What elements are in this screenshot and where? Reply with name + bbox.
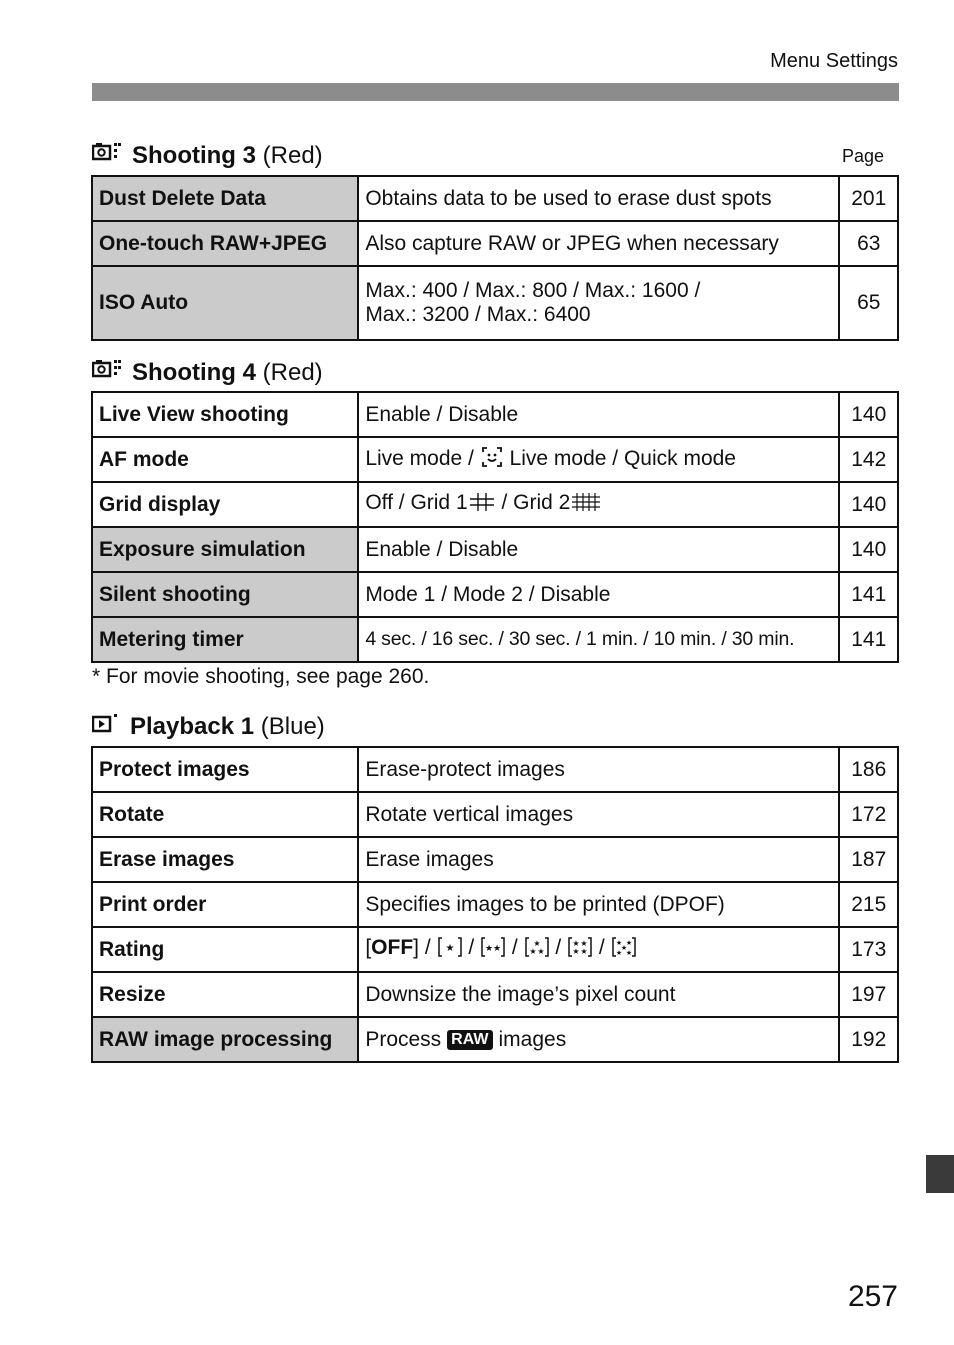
menu-item-page: 173 xyxy=(839,927,898,972)
rating-off: OFF xyxy=(371,936,414,959)
desc-part: Off / Grid 1 xyxy=(365,491,468,514)
section-title-playback-1 xyxy=(92,711,325,742)
menu-item-name: Print order xyxy=(92,882,358,927)
thumb-index-tab xyxy=(926,1155,954,1193)
table-row xyxy=(92,221,898,266)
menu-item-desc: Downsize the image’s pixel count xyxy=(358,972,839,1017)
menu-item-page: 142 xyxy=(839,437,898,482)
separator: / xyxy=(419,936,437,959)
table-row xyxy=(92,927,898,972)
menu-item-page: 192 xyxy=(839,1017,898,1062)
menu-item-name: Metering timer xyxy=(92,617,358,662)
menu-item-desc xyxy=(358,266,839,340)
grid-2-icon xyxy=(571,492,601,518)
menu-item-page: 187 xyxy=(839,837,898,882)
menu-item-desc: Erase images xyxy=(358,837,839,882)
table-row xyxy=(92,837,898,882)
rating-4-star-icon xyxy=(568,937,592,963)
table-row xyxy=(92,266,898,340)
menu-item-desc: Mode 1 / Mode 2 / Disable xyxy=(358,572,839,617)
menu-item-page: 186 xyxy=(839,747,898,792)
section-name: Shooting 3 xyxy=(132,141,256,169)
camera-tab-icon xyxy=(92,357,122,388)
playback-tab-icon xyxy=(92,711,120,742)
section-color: (Red) xyxy=(262,358,323,386)
menu-item-page: 215 xyxy=(839,882,898,927)
section-name: Shooting 4 xyxy=(132,358,256,386)
menu-item-page: 201 xyxy=(839,176,898,221)
bracket: ] xyxy=(413,936,419,959)
svg-text:★: ★ xyxy=(580,939,588,948)
svg-text:★: ★ xyxy=(484,943,494,953)
bracket: [ xyxy=(365,936,372,959)
menu-item-desc: Rotate vertical images xyxy=(358,792,839,837)
table-row xyxy=(92,527,898,572)
section-title-shooting-4 xyxy=(92,357,323,388)
header-bar xyxy=(92,83,899,101)
camera-tab-icon xyxy=(92,140,122,171)
table-row xyxy=(92,392,898,437)
rating-3-star-icon xyxy=(525,937,549,963)
menu-item-page: 172 xyxy=(839,792,898,837)
menu-item-name: Rotate xyxy=(92,792,358,837)
menu-item-desc xyxy=(358,437,839,482)
desc-part: images xyxy=(498,1027,567,1051)
menu-item-name: Dust Delete Data xyxy=(92,176,358,221)
section-name: Playback 1 xyxy=(130,712,255,740)
svg-text:★: ★ xyxy=(536,947,545,956)
menu-item-desc xyxy=(358,1017,839,1062)
menu-item-page: 140 xyxy=(839,527,898,572)
svg-text:★: ★ xyxy=(625,940,632,947)
section-color: (Blue) xyxy=(260,712,325,740)
menu-item-desc: Enable / Disable xyxy=(358,527,839,572)
desc-part: Process xyxy=(365,1027,442,1051)
face-tracking-icon xyxy=(481,446,503,474)
table-row xyxy=(92,437,898,482)
menu-item-desc: Obtains data to be used to erase dust spots xyxy=(358,176,839,221)
svg-text:★: ★ xyxy=(532,939,541,948)
desc-part: Live mode / Quick mode xyxy=(503,446,736,470)
menu-item-desc xyxy=(358,482,839,527)
menu-item-page: 63 xyxy=(839,221,898,266)
section-color: (Red) xyxy=(262,141,323,169)
svg-text:★: ★ xyxy=(615,950,622,957)
svg-text:★: ★ xyxy=(580,947,588,956)
table-row xyxy=(92,972,898,1017)
menu-item-name: Exposure simulation xyxy=(92,527,358,572)
section-title-shooting-3 xyxy=(92,140,323,171)
menu-item-name: Erase images xyxy=(92,837,358,882)
table-row xyxy=(92,572,898,617)
shooting-4-table xyxy=(91,391,899,663)
rating-2-star-icon xyxy=(481,937,505,963)
menu-item-name: AF mode xyxy=(92,437,358,482)
menu-item-page: 141 xyxy=(839,617,898,662)
menu-item-name: ISO Auto xyxy=(92,266,358,340)
separator: / xyxy=(549,936,568,959)
menu-item-name: Resize xyxy=(92,972,358,1017)
menu-item-desc xyxy=(358,927,839,972)
playback-1-table xyxy=(91,746,899,1063)
svg-text:★: ★ xyxy=(572,939,580,948)
menu-item-page: 141 xyxy=(839,572,898,617)
menu-item-name: Rating xyxy=(92,927,358,972)
page-column-label: Page xyxy=(841,146,884,166)
desc-line: Max.: 3200 / Max.: 6400 xyxy=(365,303,591,326)
svg-text:★: ★ xyxy=(625,950,632,957)
table-row xyxy=(92,617,898,662)
svg-text:★: ★ xyxy=(445,943,454,954)
desc-line: Max.: 400 / Max.: 800 / Max.: 1600 / xyxy=(365,279,701,302)
menu-item-page: 197 xyxy=(839,972,898,1017)
table-row xyxy=(92,482,898,527)
menu-item-name: One-touch RAW+JPEG xyxy=(92,221,358,266)
separator: / xyxy=(593,936,611,959)
svg-text:★: ★ xyxy=(572,947,580,956)
table-row xyxy=(92,792,898,837)
menu-item-name: Silent shooting xyxy=(92,572,358,617)
menu-item-desc: 4 sec. / 16 sec. / 30 sec. / 1 min. / 10 min. / 30 min. xyxy=(358,617,839,662)
rating-5-star-icon xyxy=(612,937,636,963)
svg-text:★: ★ xyxy=(615,940,622,947)
table-row xyxy=(92,747,898,792)
table-row xyxy=(92,1017,898,1062)
raw-badge-icon: RAW xyxy=(447,1030,492,1050)
svg-text:★: ★ xyxy=(492,943,502,953)
table-row xyxy=(92,882,898,927)
desc-part: Live mode / xyxy=(365,446,480,470)
desc-part: / Grid 2 xyxy=(495,491,571,514)
menu-item-desc: Enable / Disable xyxy=(358,392,839,437)
svg-text:★: ★ xyxy=(620,945,627,952)
menu-item-page: 65 xyxy=(839,266,898,340)
separator: / xyxy=(462,936,481,959)
page-number: 257 xyxy=(847,1280,898,1313)
menu-item-name: RAW image processing xyxy=(92,1017,358,1062)
menu-item-page: 140 xyxy=(839,392,898,437)
svg-text:★: ★ xyxy=(528,947,537,956)
table-row xyxy=(92,176,898,221)
menu-item-desc: Specifies images to be printed (DPOF) xyxy=(358,882,839,927)
menu-item-name: Grid display xyxy=(92,482,358,527)
running-header: Menu Settings xyxy=(770,50,898,72)
rating-1-star-icon xyxy=(438,937,462,963)
footnote: * For movie shooting, see page 260. xyxy=(92,665,430,688)
menu-item-name: Live View shooting xyxy=(92,392,358,437)
shooting-3-table xyxy=(91,175,899,341)
menu-item-name: Protect images xyxy=(92,747,358,792)
grid-1-icon xyxy=(469,492,495,518)
menu-item-desc: Erase-protect images xyxy=(358,747,839,792)
menu-item-desc: Also capture RAW or JPEG when necessary xyxy=(358,221,839,266)
menu-item-page: 140 xyxy=(839,482,898,527)
separator: / xyxy=(506,936,524,959)
